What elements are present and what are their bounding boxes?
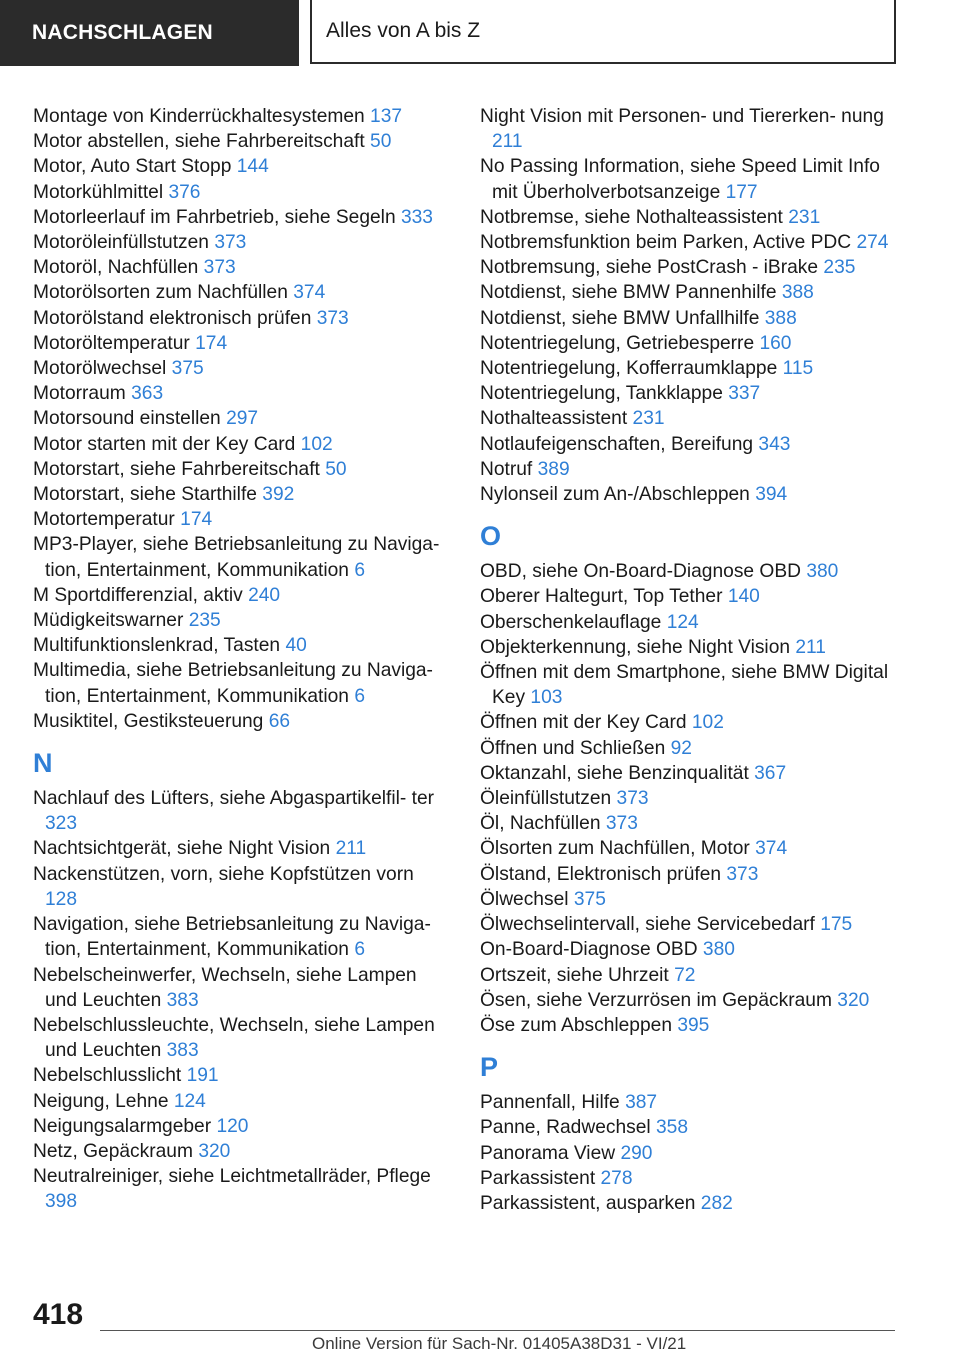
section-tab: NACHSCHLAGEN: [0, 0, 299, 66]
index-letter-heading: P: [480, 1052, 499, 1083]
index-entry-text: Pannenfall, Hilfe: [480, 1092, 620, 1114]
index-entry: [480, 635, 910, 660]
index-entry: [33, 280, 443, 305]
index-page-link[interactable]: 240: [248, 584, 281, 606]
index-entry: [33, 255, 443, 280]
index-entry: [480, 836, 910, 861]
index-column-left: [33, 104, 443, 1215]
index-entry-text: Öse zum Abschleppen: [480, 1014, 672, 1036]
index-entry-text: Notbremsung, siehe PostCrash - iBrake: [480, 257, 819, 279]
index-entry: [33, 129, 443, 154]
index-entry-text: Oktanzahl, siehe Benzinqualität: [480, 762, 749, 784]
index-entry-text: Nebelscheinwerfer, Wechseln, siehe Lampen und Leuchten: [33, 964, 417, 1011]
index-page-link[interactable]: 211: [492, 131, 523, 153]
index-entry-text: Musiktitel, Gestiksteuerung: [33, 710, 264, 732]
index-entry-text: Öl, Nachfüllen: [480, 813, 601, 835]
index-entry-text: Motorleerlauf im Fahrbetrieb, siehe Segeln: [33, 206, 396, 228]
index-letter-heading: O: [480, 521, 502, 552]
index-page-link[interactable]: 160: [759, 332, 792, 354]
index-entry-text: Motorstart, siehe Starthilfe: [33, 484, 257, 506]
index-entry: [480, 937, 910, 962]
chapter-title: Alles von A bis Z: [310, 0, 896, 64]
index-entry-text: No Passing Information, siehe Speed Limit Info mit Überholverbotsanzeige: [480, 156, 880, 203]
index-entry: [33, 457, 443, 482]
index-page-link[interactable]: 367: [754, 762, 787, 784]
index-entry-text: Öffnen mit dem Smartphone, siehe BMW Digital Key: [480, 662, 889, 709]
index-page-link[interactable]: 231: [788, 206, 821, 228]
index-page-link[interactable]: 6: [354, 559, 365, 581]
index-page-link[interactable]: 363: [131, 383, 164, 405]
index-page-link[interactable]: 333: [400, 206, 433, 228]
index-entry-text: Öleinfüllstutzen: [480, 788, 612, 810]
index-page-link[interactable]: 282: [700, 1192, 733, 1214]
index-entry-text: Panne, Radwechsel: [480, 1117, 651, 1139]
index-page-link[interactable]: 373: [214, 232, 247, 254]
index-entry-text: Ölwechsel: [480, 888, 569, 910]
index-entry: [33, 963, 443, 1013]
index-entry: [33, 1164, 443, 1214]
index-entry: [480, 154, 910, 204]
index-entry-text: Neigung, Lehne: [33, 1090, 169, 1112]
index-entry-text: Öffnen und Schließen: [480, 737, 666, 759]
index-page-link[interactable]: 235: [188, 610, 221, 632]
index-page-link[interactable]: 387: [625, 1092, 658, 1114]
index-entry: [480, 559, 910, 584]
index-page-link[interactable]: 50: [325, 458, 347, 480]
index-page-link[interactable]: 191: [186, 1065, 219, 1087]
index-page-link[interactable]: 174: [180, 509, 213, 531]
index-page-link[interactable]: 343: [758, 433, 791, 455]
index-page-link[interactable]: 66: [268, 710, 291, 732]
index-entry: [480, 761, 910, 786]
index-page-link[interactable]: 358: [656, 1117, 689, 1139]
index-entry: [480, 736, 910, 761]
index-entry-text: Motorölwechsel: [33, 358, 167, 380]
index-entry: [33, 482, 443, 507]
index-entry: [480, 988, 910, 1013]
index-entry: [33, 230, 443, 255]
index-entry-text: Öffnen mit der Key Card: [480, 712, 687, 734]
index-page-link[interactable]: 388: [764, 307, 797, 329]
index-entry: [480, 381, 910, 406]
index-entry-text: On-Board-Diagnose OBD: [480, 939, 698, 961]
index-letter-heading: N: [33, 748, 53, 779]
index-page-link[interactable]: 297: [226, 408, 259, 430]
index-page-link[interactable]: 373: [726, 863, 759, 885]
index-entry: [480, 356, 910, 381]
index-entry: [480, 1090, 910, 1115]
index-entry: [33, 154, 443, 179]
index-page-link[interactable]: 383: [166, 1040, 199, 1062]
index-page-link[interactable]: 376: [168, 181, 201, 203]
index-entry: [480, 963, 910, 988]
index-page-link[interactable]: 374: [755, 838, 788, 860]
index-entry: [480, 584, 910, 609]
index-entry-text: Panorama View: [480, 1142, 616, 1164]
index-page-link[interactable]: 175: [820, 914, 853, 936]
index-entry: [33, 205, 443, 230]
index-entry-text: Ölsorten zum Nachfüllen, Motor: [480, 838, 750, 860]
index-page-link[interactable]: 290: [620, 1142, 653, 1164]
index-entry-text: MP3-Player, siehe Betriebsanleitung zu Naviga‐ tion, Entertainment, Kommunikation: [33, 534, 440, 581]
index-page-link[interactable]: 235: [823, 257, 856, 279]
index-entry: [480, 457, 910, 482]
index-page-link[interactable]: 398: [45, 1191, 78, 1213]
index-entry-text: Neigungsalarmgeber: [33, 1115, 212, 1137]
index-entry-text: Ölwechselintervall, siehe Servicebedarf: [480, 914, 815, 936]
index-entry: [33, 709, 443, 734]
index-page-link[interactable]: 120: [216, 1115, 249, 1137]
index-entry: [33, 1089, 443, 1114]
index-entry: [33, 507, 443, 532]
index-entry: [480, 255, 910, 280]
index-entry: [480, 1191, 910, 1216]
index-entry-text: Night Vision mit Personen- und Tiererken‐ nung: [480, 106, 884, 127]
index-entry: [480, 786, 910, 811]
index-entry-text: Motoröl, Nachfüllen: [33, 257, 199, 279]
index-page-link[interactable]: 102: [691, 712, 724, 734]
index-entry: [33, 532, 443, 582]
index-entry-text: Nackenstützen, vorn, siehe Kopfstützen vorn: [33, 863, 414, 885]
index-page-link[interactable]: 380: [806, 561, 839, 583]
index-entry-text: Neutralreiniger, siehe Leichtmetallräder, Pflege: [33, 1166, 431, 1188]
index-page-link[interactable]: 374: [293, 282, 326, 304]
index-page-link[interactable]: 211: [335, 838, 367, 860]
index-entry-text: Notentriegelung, Getriebesperre: [480, 332, 755, 354]
index-entry-text: Oberschenkelauflage: [480, 611, 662, 633]
footer-online-version: Online Version für Sach-Nr. 01405A38D31 - VI/21: [312, 1334, 687, 1353]
index-page-link[interactable]: 72: [674, 964, 696, 986]
index-entry: [33, 912, 443, 962]
index-entry-text: Nachlauf des Lüfters, siehe Abgaspartikelfil‐ ter: [33, 788, 435, 810]
index-entry: [33, 633, 443, 658]
index-page-link[interactable]: 103: [530, 687, 563, 709]
index-entry: [480, 811, 910, 836]
index-page-link[interactable]: 389: [537, 458, 570, 480]
index-entry-text: Notlaufeigenschaften, Bereifung: [480, 433, 754, 455]
index-page-link[interactable]: 380: [702, 939, 735, 961]
index-entry-text: Netz, Gepäckraum: [33, 1140, 193, 1162]
index-page-link[interactable]: 40: [285, 635, 307, 657]
index-entry-text: Motoröleinfüllstutzen: [33, 232, 209, 254]
index-entry-text: Ortszeit, siehe Uhrzeit: [480, 964, 669, 986]
index-page-link[interactable]: 320: [198, 1140, 231, 1162]
index-entry-text: Motortemperatur: [33, 509, 175, 531]
index-page-link[interactable]: 394: [755, 484, 788, 506]
index-entry: [480, 610, 910, 635]
index-page-link[interactable]: 124: [173, 1090, 206, 1112]
index-page-link[interactable]: 392: [262, 484, 295, 506]
index-page-link[interactable]: 373: [316, 307, 349, 329]
index-entry: [480, 660, 910, 710]
index-entry: [480, 1115, 910, 1140]
index-entry-text: Motorsound einstellen: [33, 408, 221, 430]
index-entry: [480, 230, 910, 255]
index-entry-text: Multimedia, siehe Betriebsanleitung zu Naviga‐ tion, Entertainment, Kommunikation: [33, 660, 433, 707]
index-entry: [480, 862, 910, 887]
index-entry-text: Notdienst, siehe BMW Pannenhilfe: [480, 282, 777, 304]
index-entry-text: Notbremsfunktion beim Parken, Active PDC: [480, 232, 852, 254]
index-page-link[interactable]: 102: [300, 433, 333, 455]
index-page-link[interactable]: 124: [666, 611, 699, 633]
index-page-link[interactable]: 373: [605, 813, 638, 835]
index-entry-text: Motor abstellen, siehe Fahrbereitschaft: [33, 131, 365, 153]
index-entry-text: Objekterkennung, siehe Night Vision: [480, 636, 791, 658]
index-entry: [480, 104, 910, 154]
index-entry: [33, 180, 443, 205]
index-page-link[interactable]: 6: [354, 939, 365, 961]
index-page-link[interactable]: 375: [171, 358, 204, 380]
index-entry-text: M Sportdifferenzial, aktiv: [33, 584, 243, 606]
index-entry: [33, 381, 443, 406]
index-entry-text: Motorraum: [33, 383, 126, 405]
index-entry: [33, 608, 443, 633]
index-entry: [33, 583, 443, 608]
index-entry-text: Motorölstand elektronisch prüfen: [33, 307, 312, 329]
page-header: [0, 0, 960, 66]
index-entry-text: Notruf: [480, 458, 533, 480]
index-entry-text: Oberer Haltegurt, Top Tether: [480, 586, 723, 608]
index-entry: [480, 1141, 910, 1166]
index-entry: [480, 306, 910, 331]
index-page-link[interactable]: 174: [195, 332, 228, 354]
index-page-link[interactable]: 50: [370, 131, 392, 153]
index-entry-text: Notdienst, siehe BMW Unfallhilfe: [480, 307, 760, 329]
index-page-link[interactable]: 137: [370, 106, 403, 127]
index-page-link[interactable]: 92: [670, 737, 692, 759]
index-entry-text: OBD, siehe On-Board-Diagnose OBD: [480, 561, 801, 583]
index-entry: [33, 306, 443, 331]
index-entry-text: Parkassistent: [480, 1167, 596, 1189]
page-number: 418: [33, 1298, 84, 1331]
index-entry: [33, 786, 443, 836]
index-page-link[interactable]: 231: [632, 408, 665, 430]
index-entry: [33, 658, 443, 708]
index-entry: [33, 432, 443, 457]
index-entry: [33, 331, 443, 356]
index-entry: [480, 1013, 910, 1038]
index-page-link[interactable]: 375: [573, 888, 606, 910]
index-entry-text: Nebelschlusslicht: [33, 1065, 182, 1087]
index-entry-text: Motoröltemperatur: [33, 332, 190, 354]
index-page-link[interactable]: 395: [677, 1014, 710, 1036]
index-entry: [480, 1166, 910, 1191]
index-page-link[interactable]: 177: [725, 181, 758, 203]
index-page-link[interactable]: 144: [236, 156, 269, 178]
index-entry: [480, 482, 910, 507]
index-entry: [480, 710, 910, 735]
index-page-link[interactable]: 388: [781, 282, 814, 304]
index-entry: [33, 1139, 443, 1164]
index-entry-text: Müdigkeitswarner: [33, 610, 184, 632]
index-entry-text: Ösen, siehe Verzurrösen im Gepäckraum: [480, 989, 832, 1011]
index-entry: [33, 862, 443, 912]
index-page-link[interactable]: 128: [45, 888, 78, 910]
index-page-link[interactable]: 115: [782, 358, 814, 380]
index-entry: [33, 1013, 443, 1063]
index-entry-text: Notentriegelung, Tankklappe: [480, 383, 723, 405]
index-entry: [480, 205, 910, 230]
index-entry: [480, 406, 910, 431]
footer-divider: [100, 1330, 895, 1331]
index-entry: [480, 912, 910, 937]
index-entry: [33, 1063, 443, 1088]
index-entry-text: Motorölsorten zum Nachfüllen: [33, 282, 288, 304]
index-entry: [480, 887, 910, 912]
index-entry: [33, 1114, 443, 1139]
index-entry-text: Nebelschlussleuchte, Wechseln, siehe Lampen und Leuchten: [33, 1014, 435, 1062]
index-page-link[interactable]: 320: [837, 989, 870, 1011]
index-entry: [33, 104, 443, 129]
index-entry-text: Motor starten mit der Key Card: [33, 433, 296, 455]
index-page-link[interactable]: 337: [728, 383, 761, 405]
index-page-link[interactable]: 373: [203, 257, 236, 279]
index-entry-text: Nachtsichtgerät, siehe Night Vision: [33, 838, 331, 860]
index-entry-text: Nothalteassistent: [480, 408, 628, 430]
index-entry-text: Ölstand, Elektronisch prüfen: [480, 863, 722, 885]
index-page-link[interactable]: 6: [354, 685, 365, 707]
index-entry: [480, 432, 910, 457]
index-column-right: [480, 104, 910, 1216]
index-page-link[interactable]: 323: [45, 813, 78, 835]
index-entry-text: Notentriegelung, Kofferraumklappe: [480, 358, 778, 380]
index-entry-text: Motor, Auto Start Stopp: [33, 156, 232, 178]
index-entry-text: Multifunktionslenkrad, Tasten: [33, 635, 281, 657]
index-entry-text: Motorstart, siehe Fahrbereitschaft: [33, 458, 320, 480]
index-page-link[interactable]: 278: [600, 1167, 633, 1189]
index-entry-text: Motorkühlmittel: [33, 181, 164, 203]
index-entry: [480, 280, 910, 305]
index-entry: [33, 406, 443, 431]
index-page-link[interactable]: 140: [727, 586, 760, 608]
index-entry: [33, 836, 443, 861]
index-entry: [33, 356, 443, 381]
index-entry-text: Montage von Kinderrückhaltesystemen: [33, 106, 365, 127]
index-entry-text: Parkassistent, ausparken: [480, 1192, 696, 1214]
index-page-link[interactable]: 211: [795, 636, 826, 658]
index-page-link[interactable]: 373: [616, 788, 649, 810]
index-page-link[interactable]: 383: [166, 989, 199, 1011]
index-page-link[interactable]: 274: [856, 232, 889, 254]
index-entry-text: Notbremse, siehe Nothalteassistent: [480, 206, 783, 228]
index-entry: [480, 331, 910, 356]
index-entry-text: Nylonseil zum An-/Abschleppen: [480, 484, 750, 506]
index-entry-text: Navigation, siehe Betriebsanleitung zu Naviga‐ tion, Entertainment, Kommunikation: [33, 914, 431, 961]
